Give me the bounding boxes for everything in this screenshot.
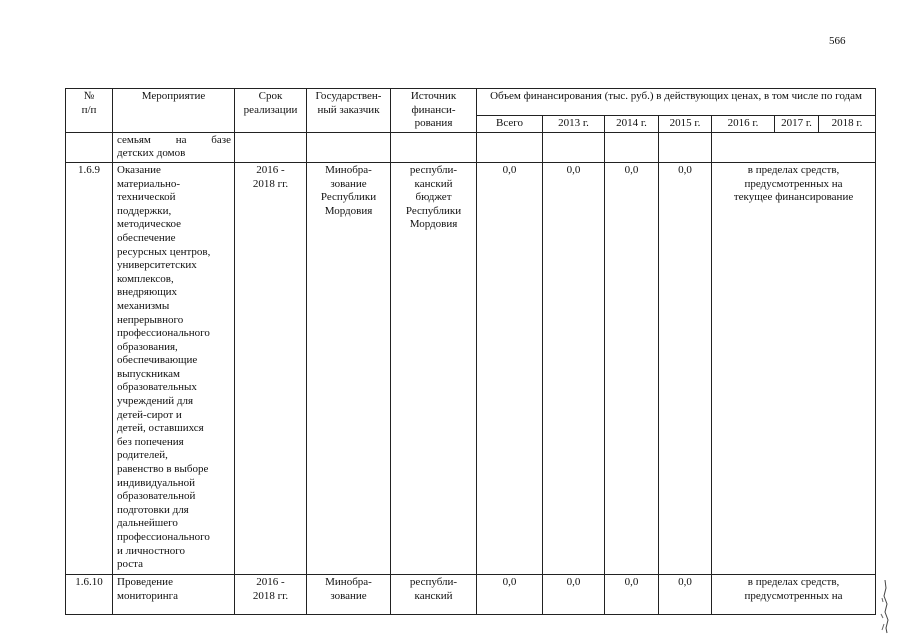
carry-num [66,132,113,162]
page-number: 566 [829,35,846,47]
row-2014: 0,0 [605,574,659,614]
row-source: республи- канский бюджет Республики Мордовия [391,162,477,574]
row-note: в пределах средств, предусмотренных на [712,574,876,614]
carry-2014 [605,132,659,162]
row-num: 1.6.10 [66,574,113,614]
table-row [66,574,876,614]
row-activity: Оказание материально- технической поддержки, методическое обеспечение ресурсных центров, университетских комплексов, внедряющих механизмы непрерывного профессионального образования, обеспечивающие выпускникам образовательных учреждений для детей-сирот и детей, оставшихся без попечения родителей, равенство в выборе индивидуальной образовательной подготовки для дальнейшего профессионального и личностного роста [113,162,235,574]
header-year-2014: 2014 г. [605,116,659,133]
header-year-2018: 2018 г. [819,116,876,133]
header-year-2017: 2017 г. [775,116,819,133]
row-num: 1.6.9 [66,162,113,574]
header-activity: Мероприятие [113,89,235,133]
carry-source [391,132,477,162]
row-2013: 0,0 [543,574,605,614]
table-row-carry [66,132,876,162]
row-2013: 0,0 [543,162,605,574]
carry-2013 [543,132,605,162]
row-customer: Минобра- зование [307,574,391,614]
header-customer: Государствен- ный заказчик [307,89,391,133]
header-num: № п/п [66,89,113,133]
header-year-2013: 2013 г. [543,116,605,133]
financing-table-container [65,88,875,640]
header-year-2016: 2016 г. [712,116,775,133]
header-row-1 [66,89,876,116]
header-volume: Объем финансирования (тыс. руб.) в действующих ценах, в том числе по годам [477,89,876,116]
row-term: 2016 - 2018 гг. [235,574,307,614]
header-term: Срок реализации [235,89,307,133]
header-source: Источник финанси- рования [391,89,477,133]
scan-edge-mark [876,578,890,634]
row-2015: 0,0 [659,162,712,574]
header-year-total: Всего [477,116,543,133]
row-total: 0,0 [477,574,543,614]
financing-table [65,88,876,615]
carry-term [235,132,307,162]
carry-total [477,132,543,162]
row-total: 0,0 [477,162,543,574]
row-customer: Минобра- зование Республики Мордовия [307,162,391,574]
row-term: 2016 - 2018 гг. [235,162,307,574]
row-source: республи- канский [391,574,477,614]
carry-note [712,132,876,162]
table-row [66,162,876,574]
row-note: в пределах средств, предусмотренных на текущее финансирование [712,162,876,574]
carry-customer [307,132,391,162]
carry-activity: семьям на базе детских домов [113,132,235,162]
row-2014: 0,0 [605,162,659,574]
row-activity: Проведение мониторинга [113,574,235,614]
header-year-2015: 2015 г. [659,116,712,133]
carry-2015 [659,132,712,162]
row-2015: 0,0 [659,574,712,614]
